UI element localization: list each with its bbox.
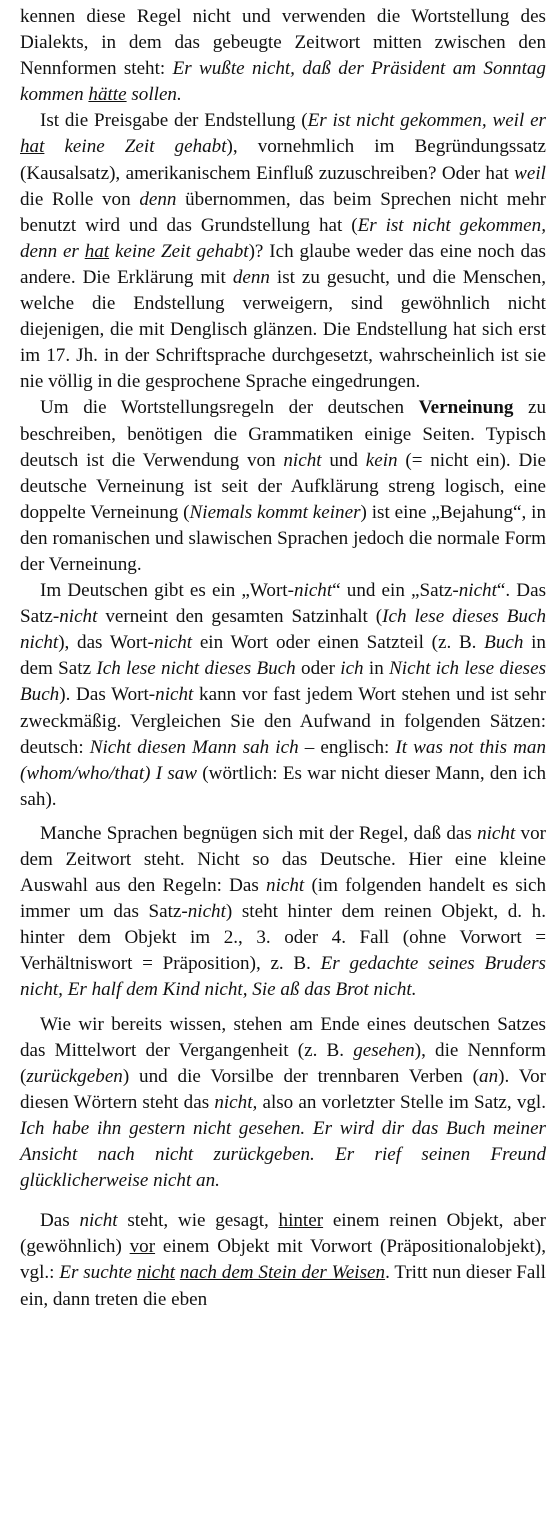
italic-example: keine Zeit gehabt: [109, 240, 249, 262]
italic-example: nicht: [458, 580, 497, 602]
italic-example: ich: [340, 658, 364, 680]
italic-example: nach dem Stein der Weisen: [179, 1262, 386, 1284]
text-run: einem reinen Objekt, aber (gewöhnlich): [20, 1210, 546, 1258]
text-run: ). Das Wort-: [59, 684, 156, 706]
text-run: in: [363, 658, 390, 680]
text-run: Manche Sprachen begnügen sich mit der Regel, daß das: [40, 822, 478, 844]
text-run: )? Ich glaube weder das eine noch das andere. Die Erklärung mit: [20, 240, 546, 288]
text-run: und: [321, 449, 366, 471]
text-run: ein Wort oder einen Satzteil (z. B.: [192, 632, 485, 654]
text-run: oder: [295, 658, 341, 680]
italic-example: nicht: [59, 606, 98, 628]
bold-term: Verneinung: [418, 397, 514, 419]
italic-example: zurückgeben: [26, 1065, 123, 1087]
italic-example: nicht: [79, 1210, 118, 1232]
italic-example: nicht: [293, 580, 333, 602]
italic-example: nicht: [477, 822, 516, 844]
italic-example: hätte: [88, 84, 127, 106]
paragraph: [20, 108, 546, 395]
text-run: zu beschreiben, benötigen die Grammatiken einige Seiten. Typisch deutsch ist die Verwendung von: [20, 397, 546, 471]
text-run: also an vorletzter Stelle im Satz, vgl.: [257, 1091, 546, 1113]
text-run: kennen diese Regel nicht und verwenden die Wortstellung des Dialekts, in dem das gebeugte Zeitwort mitten zwischen den Nennformen steht:: [20, 6, 546, 80]
italic-example: Niemals kommt keiner: [189, 501, 361, 523]
italic-example: nicht: [153, 632, 193, 654]
italic-example: Ich lese dieses Buch nicht: [20, 606, 546, 654]
text-run: vor dem Zeitwort steht. Nicht so das Deutsche. Hier eine kleine Auswahl aus den Regeln: Das: [20, 822, 546, 897]
text-run: Wie wir bereits wissen, stehen am Ende eines deutschen Satzes das Mittelwort der Vergangenheit (z. B.: [20, 1013, 546, 1061]
italic-example: It was not this man (whom/who/that) I saw: [20, 736, 547, 784]
text-run: vor: [129, 1236, 156, 1258]
italic-example: nicht: [136, 1262, 176, 1284]
text-run: Das: [40, 1210, 80, 1232]
italic-example: Ich habe ihn gestern nicht gesehen. Er wird dir das Buch meiner Ansicht nach nicht zurückgeben. Er rief seinen Freund glücklicherweise nicht an.: [20, 1117, 546, 1192]
italic-example: Er wußte nicht, daß der Präsident am Sonntag kommen: [20, 58, 546, 106]
text-run: ) ist eine „Bejahung“, in den romanischen und slawischen Sprachen jedoch die normale Form der Verneinung.: [20, 501, 546, 575]
text-run: ), vornehmlich im Begründungssatz (Kausalsatz), amerikanischem Einfluß zuzuschreiben? Oder hat: [20, 136, 546, 184]
italic-example: keine Zeit gehabt: [44, 136, 227, 158]
text-run: verneint den gesamten Satzinhalt (: [97, 606, 383, 628]
italic-example: hat: [84, 240, 110, 262]
text-run: die Rolle von: [20, 188, 140, 210]
italic-example: nicht: [266, 875, 305, 897]
text-run: (wörtlich: Es war nicht dieser Mann, den ich sah).: [20, 762, 546, 810]
italic-example: Er ist nicht gekommen, denn er: [20, 214, 546, 262]
text-run: kann vor fast jedem Wort stehen und ist sehr zweckmäßig. Vergleichen Sie den Aufwand in folgenden Sätzen: deutsch:: [20, 684, 546, 758]
paragraph: [20, 821, 546, 1004]
paragraph: [20, 578, 546, 813]
text-run: einem Objekt mit Vorwort (Präpositionalobjekt), vgl.:: [20, 1236, 546, 1284]
text-run: übernommen, das beim Sprechen nicht mehr benutzt wird und das Grundstellung hat (: [20, 188, 546, 236]
text-run: “. Das Satz-: [20, 580, 547, 628]
text-run: ) steht hinter dem reinen Objekt, d. h. hinter dem Objekt im 2., 3. oder 4. Fall (ohne Vorwort = Verhältniswort = Präposition), z. B.: [20, 901, 546, 975]
text-run: steht, wie gesagt,: [117, 1210, 279, 1232]
italic-example: Nicht diesen Mann sah ich: [89, 736, 299, 758]
text-run: – englisch:: [298, 736, 396, 758]
italic-example: Buch: [484, 632, 524, 654]
italic-example: nicht: [187, 901, 226, 923]
text-run: ist zu gesucht, und die Menschen, welche die Endstellung verweigern, sind gewöhnlich nicht diejenigen, die mit Denglisch glänzen. Die Endstellung hat sich erst im 17. Jh. in der Schriftsprache durchgesetzt, wahrscheinlich ist sie nie völlig in die gesprochene Sprache eingedrungen.: [20, 266, 547, 393]
text-run: (im folgenden handelt es sich immer um das Satz-: [20, 875, 547, 923]
text-run: Ist die Preisgabe der Endstellung (: [40, 110, 308, 132]
italic-example: nicht: [155, 684, 194, 706]
italic-example: Er gedachte seines Bruders nicht, Er half dem Kind nicht, Sie aß das Brot nicht.: [20, 953, 546, 1001]
text-run: Um die Wortstellungsregeln der deutschen: [40, 397, 419, 419]
italic-example: denn: [232, 266, 270, 288]
text-run: hinter: [278, 1210, 324, 1232]
italic-example: an: [479, 1065, 499, 1087]
text-run: . Tritt nun dieser Fall ein, dann treten die eben: [20, 1262, 546, 1310]
italic-example: weil: [514, 162, 546, 184]
italic-example: hat: [20, 136, 45, 158]
italic-example: nicht: [283, 449, 322, 471]
italic-example: kein: [365, 449, 398, 471]
italic-example: sollen.: [126, 84, 182, 106]
paragraph: [20, 1012, 546, 1195]
text-run: ), die Nennform (: [20, 1039, 547, 1087]
italic-example: Er ist nicht gekommen, weil er: [307, 110, 546, 132]
text-run: in dem Satz: [20, 632, 546, 680]
paragraph: [20, 395, 546, 578]
paragraph: [20, 4, 546, 108]
text-run: ) und die Vorsilbe der trennbaren Verben (: [122, 1065, 480, 1087]
text-run: “ und ein „Satz-: [332, 580, 459, 602]
text-run: ), das Wort-: [58, 632, 154, 654]
italic-example: Er suchte: [59, 1262, 137, 1284]
italic-example: gesehen: [353, 1039, 415, 1061]
text-run: (= nicht ein). Die deutsche Verneinung ist seit der Aufklärung streng logisch, eine doppelte Verneinung (: [20, 449, 547, 523]
text-run: ). Vor diesen Wörtern steht das: [20, 1065, 546, 1113]
italic-example: nicht,: [214, 1091, 258, 1113]
italic-example: denn: [139, 188, 177, 210]
text-run: Im Deutschen gibt es ein „Wort-: [40, 580, 294, 602]
italic-example: Nicht ich lese dieses Buch: [20, 658, 547, 706]
italic-example: Ich lese nicht dieses Buch: [96, 658, 296, 680]
paragraph: [20, 1208, 546, 1312]
